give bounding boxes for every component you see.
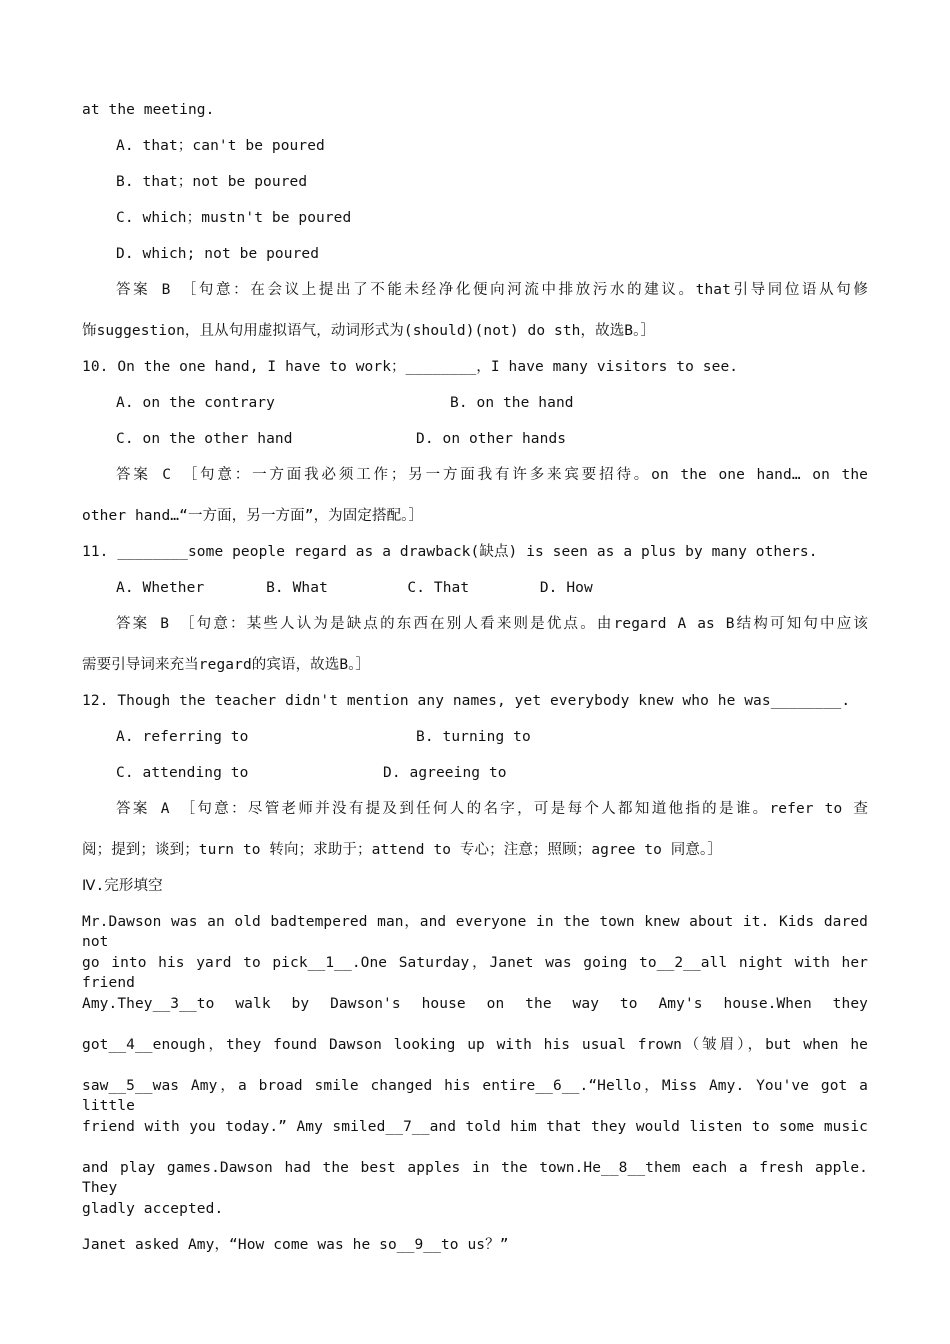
q10-stem: 10. On the one hand, I have to work；________，I have many visitors to see.	[82, 359, 739, 375]
q12-answer-line1: 答案 A ［句意：尽管老师并没有提及到任何人的名字，可是每个人都知道他指的是谁。refer to 查	[116, 801, 868, 817]
passage-line: go into his yard to pick__1__.One Saturday，Janet was going to__2__all night with her friend	[82, 955, 868, 991]
q10-option-b: B. on the hand	[450, 395, 574, 411]
passage-line: saw__5__was Amy，a broad smile changed his entire__6__.“Hello，Miss Amy. You've got a little	[82, 1078, 868, 1114]
q9-option-c: C. which；mustn't be poured	[116, 210, 352, 226]
q11-answer-line2: 需要引导词来充当regard的宾语，故选B。］	[82, 657, 371, 673]
q12-option-a: A. referring to	[116, 729, 249, 745]
passage-line: friend with you today.” Amy smiled__7__and told him that they would listen to some music	[82, 1119, 868, 1135]
passage-line: Janet asked Amy，“How come was he so__9__to us？”	[82, 1237, 509, 1253]
q11-stem: 11. ________some people regard as a drawback(缺点) is seen as a plus by many others.	[82, 544, 818, 560]
passage-line: got__4__enough，they found Dawson looking up with his usual frown（皱眉），but when he	[82, 1037, 868, 1053]
q10-option-c: C. on the other hand	[116, 431, 293, 447]
passage-line: and play games.Dawson had the best apples in the town.He__8__them each a fresh apple. They	[82, 1160, 868, 1196]
passage-line: gladly accepted.	[82, 1201, 224, 1217]
q10-option-a: A. on the contrary	[116, 395, 275, 411]
q9-answer-line1: 答案 B ［句意：在会议上提出了不能未经净化便向河流中排放污水的建议。that引导同位语从句修	[116, 282, 868, 298]
q12-answer-line2: 阅；提到；谈到；turn to 转向；求助于；attend to 专心；注意；照顾；agree to 同意。］	[82, 842, 722, 858]
passage-line: Amy.They__3__to walk by Dawson's house on the way to Amy's house.When they	[82, 996, 868, 1012]
passage-line: Mr.Dawson was an old badtempered man，and everyone in the town knew about it. Kids dared not	[82, 914, 868, 950]
q12-option-b: B. turning to	[416, 729, 531, 745]
q10-answer-line2: other hand…“一方面，另一方面”，为固定搭配。］	[82, 508, 424, 524]
q9-answer-line2: 饰suggestion，且从句用虚拟语气，动词形式为(should)(not) do sth，故选B。］	[82, 323, 656, 339]
q10-answer-line1: 答案 C ［句意：一方面我必须工作；另一方面我有许多来宾要招待。on the one hand… on the	[116, 467, 868, 483]
q9-option-a: A. that；can't be poured	[116, 138, 325, 154]
q11-answer-line1: 答案 B ［句意：某些人认为是缺点的东西在别人看来则是优点。由regard A as B结构可知句中应该	[116, 616, 868, 632]
q9-stem-tail: at the meeting.	[82, 102, 215, 118]
q12-option-d: D. agreeing to	[383, 765, 507, 781]
q10-option-d: D. on other hands	[416, 431, 567, 447]
q9-option-d: D. which; not be poured	[116, 246, 320, 262]
q9-option-b: B. that；not be poured	[116, 174, 308, 190]
q11-options: A. Whether B. What C. That D. How	[116, 580, 593, 596]
q12-option-c: C. attending to	[116, 765, 249, 781]
section-title: Ⅳ.完形填空	[82, 878, 163, 894]
q12-stem: 12. Though the teacher didn't mention any names, yet everybody knew who he was________.	[82, 693, 851, 709]
